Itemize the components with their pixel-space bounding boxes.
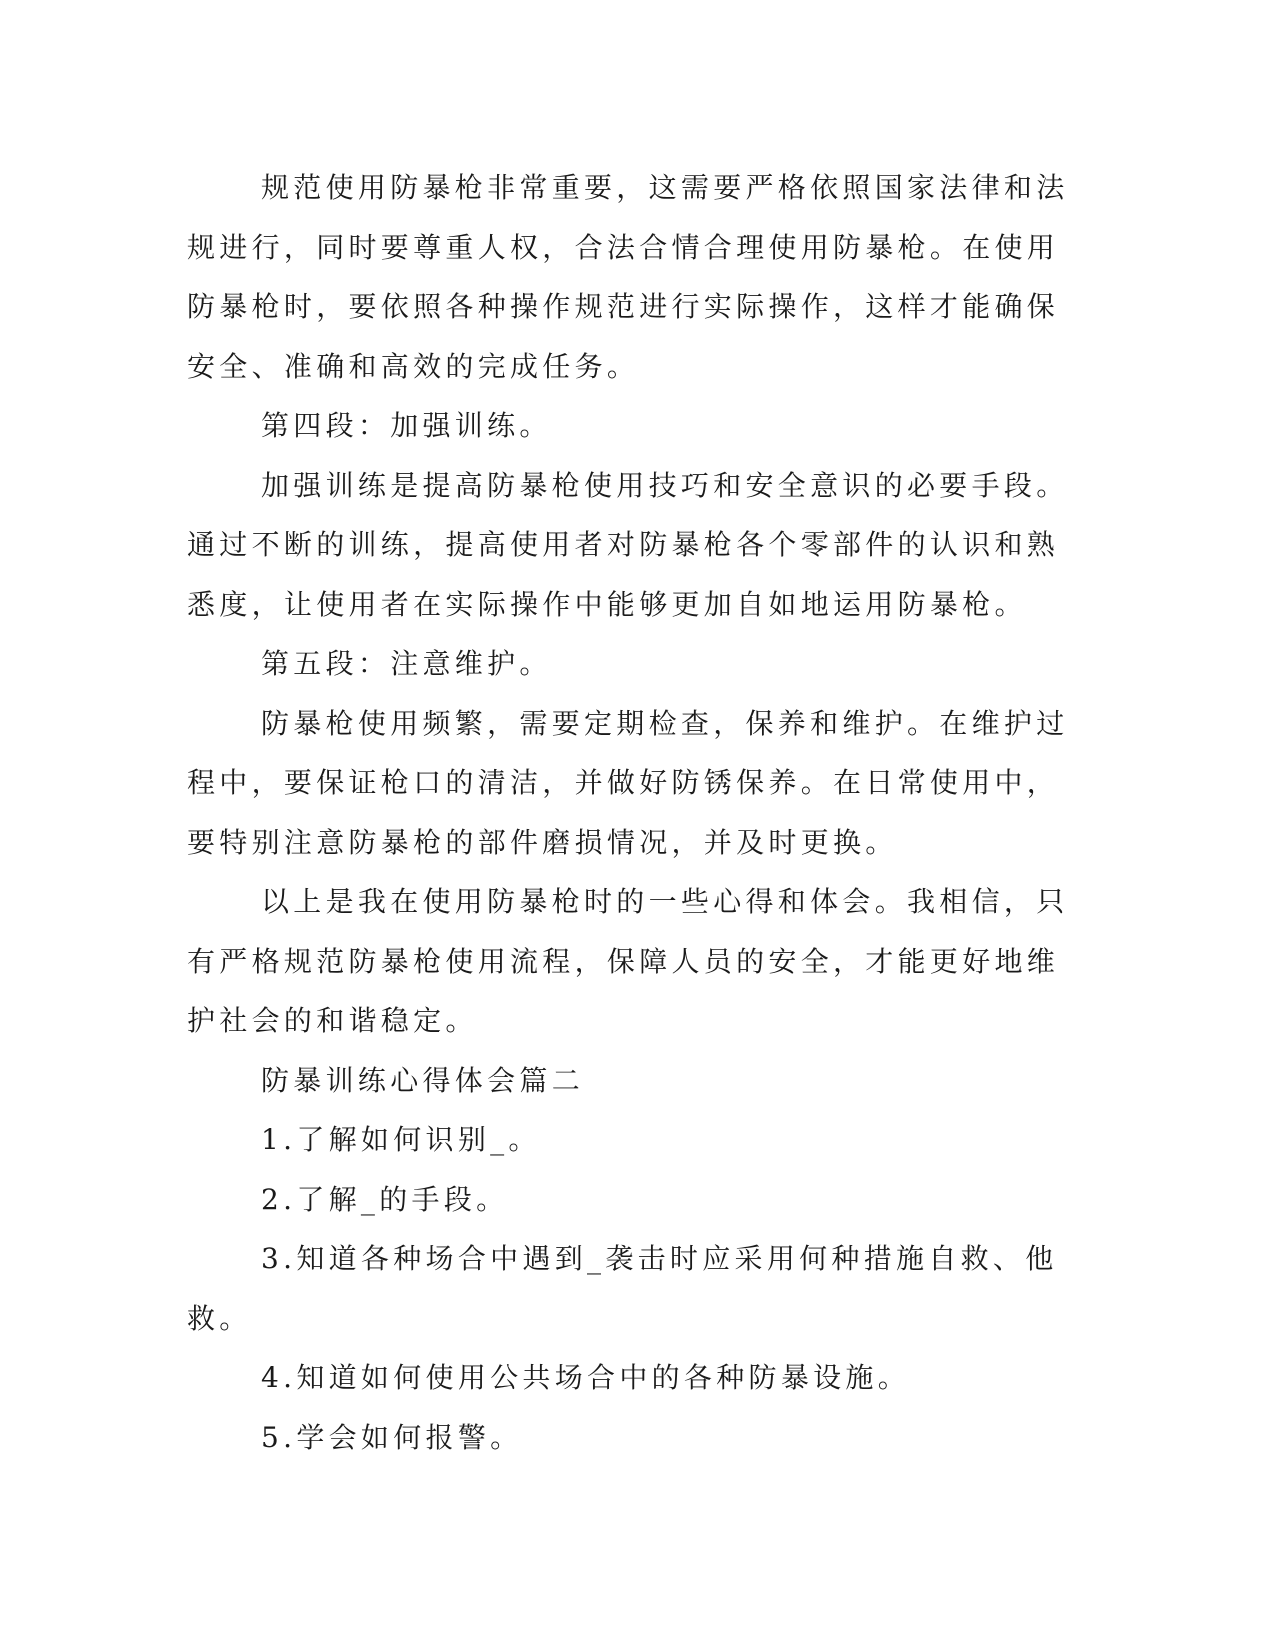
paragraph-training: 加强训练是提高防暴枪使用技巧和安全意识的必要手段。通过不断的训练，提高使用者对防暴枪各个零部件的认识和熟悉度，让使用者在实际操作中能够更加自如地运用防暴枪。 (187, 468, 1069, 621)
section-heading-training: 第四段：加强训练。 (261, 409, 552, 442)
paragraph-rules-usage: 规范使用防暴枪非常重要，这需要严格依照国家法律和法规进行，同时要尊重人权，合法合情合理使用防暴枪。在使用防暴枪时，要依照各种操作规范进行实际操作，这样才能确保安全、准确和高效的完成任务。 (187, 171, 1069, 383)
section-heading-maintenance: 第五段：注意维护。 (261, 647, 552, 680)
list-item-2: 2.了解_的手段。 (261, 1182, 509, 1216)
document-body (187, 158, 1072, 1467)
list-item-3: 3.知道各种场合中遇到_袭击时应采用何种措施自救、他救。 (187, 1242, 1058, 1335)
list-item-5: 5.学会如何报警。 (261, 1420, 523, 1454)
list-item-4: 4.知道如何使用公共场合中的各种防暴设施。 (261, 1361, 911, 1394)
paragraph-conclusion: 以上是我在使用防暴枪时的一些心得和体会。我相信，只有严格规范防暴枪使用流程，保障人员的安全，才能更好地维护社会的和谐稳定。 (187, 885, 1069, 1037)
article-title-part-two: 防暴训练心得体会篇二 (261, 1063, 585, 1097)
list-item-1: 1.了解如何识别_。 (261, 1123, 541, 1156)
paragraph-maintenance: 防暴枪使用频繁，需要定期检查，保养和维护。在维护过程中，要保证枪口的清洁，并做好防锈保养。在日常使用中，要特别注意防暴枪的部件磨损情况，并及时更换。 (187, 706, 1069, 859)
